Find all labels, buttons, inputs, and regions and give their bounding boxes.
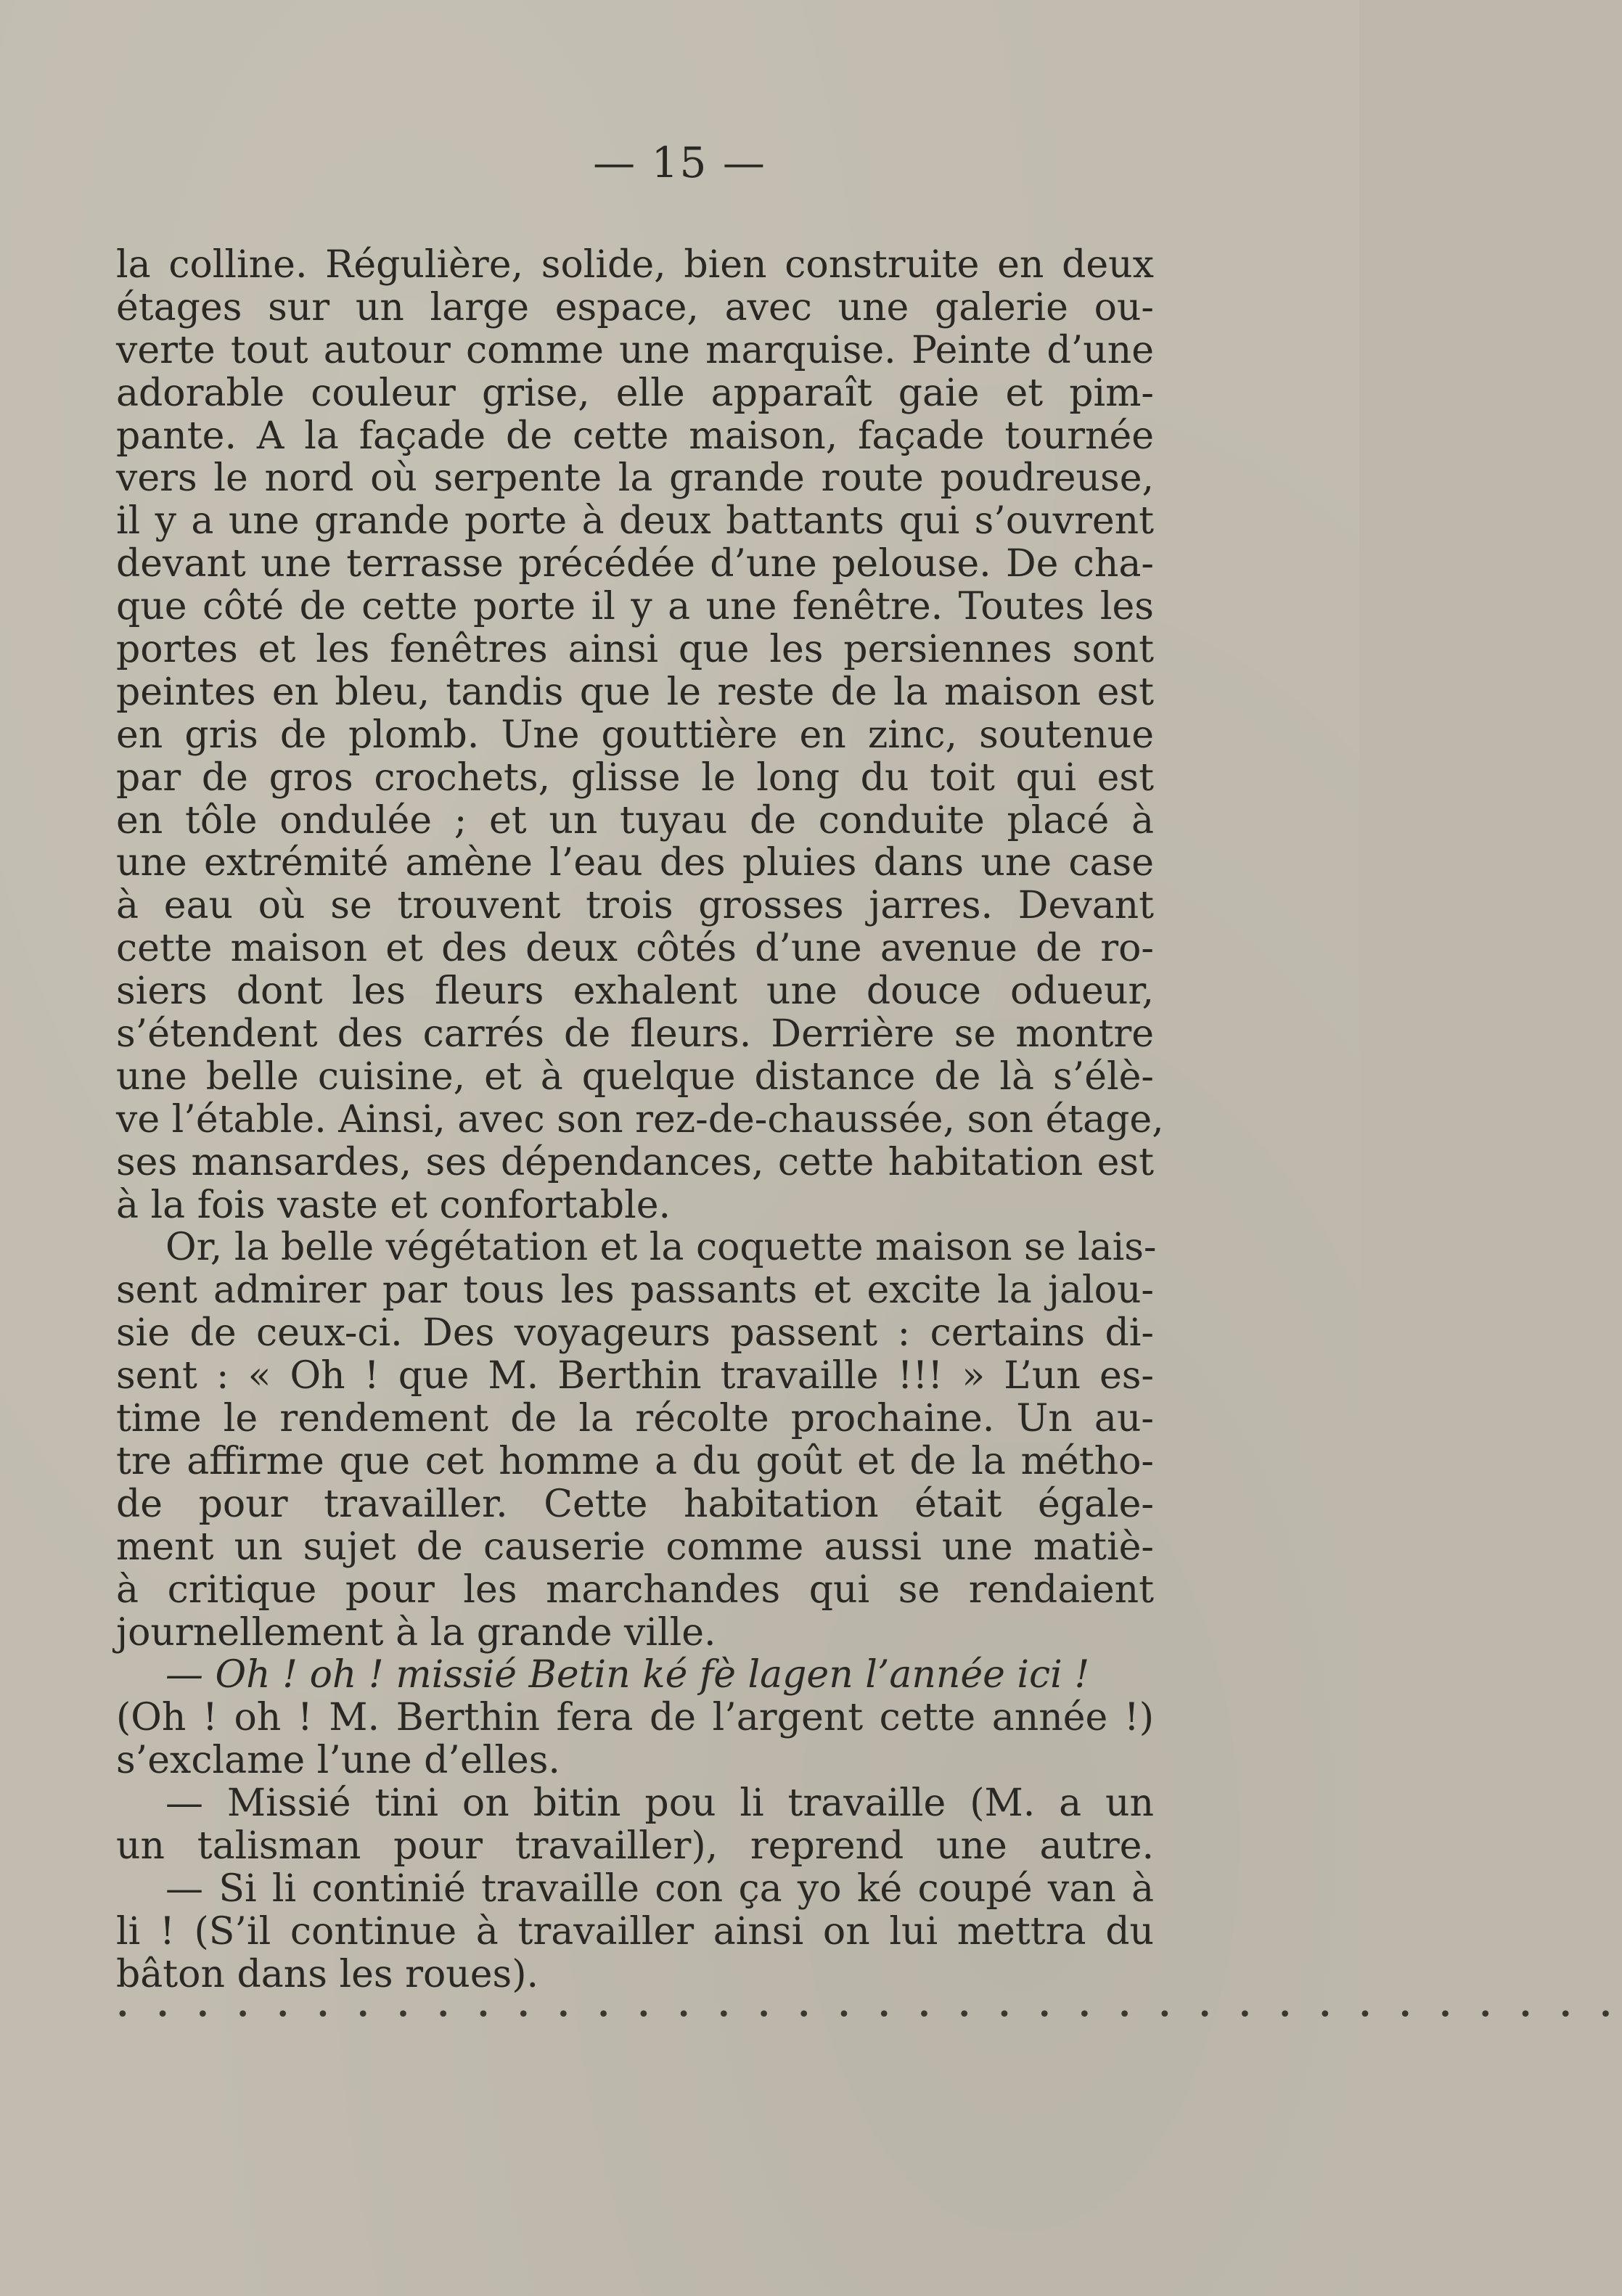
text-line: portes et les fenêtres ainsi que les persiennes sont bbox=[116, 628, 1154, 672]
text-line: tre affirme que cet homme a du goût et de la métho- bbox=[116, 1439, 1154, 1483]
text-line: de pour travailler. Cette habitation était égale- bbox=[116, 1482, 1154, 1526]
dialogue-creole-line: — Oh ! oh ! missié Betin ké fè lagen l’année ici ! bbox=[165, 1653, 1090, 1697]
text-line: la colline. Régulière, solide, bien construite en deux bbox=[116, 243, 1154, 287]
text-line: verte tout autour comme une marquise. Peinte d’une bbox=[116, 328, 1154, 372]
text-line: il y a une grande porte à deux battants qui s’ouvrent bbox=[116, 499, 1154, 544]
text-line: time le rendement de la récolte prochaine. Un au- bbox=[116, 1397, 1154, 1441]
text-line: devant une terrasse précédée d’une pelouse. De cha- bbox=[116, 542, 1154, 586]
text-line: à eau où se trouvent trois grosses jarres. Devant bbox=[116, 884, 1154, 928]
text-line: sent : « Oh ! que M. Berthin travaille !!! » L’un es- bbox=[116, 1354, 1154, 1398]
text-line: li ! (S’il continue à travailler ainsi on lui mettra du bbox=[116, 1909, 1154, 1953]
text-line: en tôle ondulée ; et un tuyau de conduite placé à bbox=[116, 798, 1154, 842]
text-line: siers dont les fleurs exhalent une douce odueur, bbox=[116, 969, 1154, 1014]
text-line: ment un sujet de causerie comme aussi une matiè- bbox=[116, 1525, 1154, 1569]
text-line: s’étendent des carrés de fleurs. Derrière se montre bbox=[116, 1012, 1154, 1057]
text-line: adorable couleur grise, elle apparaît gaie et pim- bbox=[116, 371, 1154, 415]
text-line: pante. A la façade de cette maison, façade tournée bbox=[116, 414, 1154, 458]
text-line: sie de ceux-ci. Des voyageurs passent : certains di- bbox=[116, 1311, 1154, 1356]
dotted-separator: • • • • • • • • • • • • • • • • • • • • • • • • • • • • • • • • • • • • • • bbox=[116, 2002, 1622, 2028]
text-line: un talisman pour travailler), reprend une autre. bbox=[116, 1824, 1154, 1868]
paragraph-start-line: Or, la belle végétation et la coquette maison se lais- bbox=[165, 1226, 1157, 1270]
body-text bbox=[116, 243, 1164, 1996]
text-line: en gris de plomb. Une gouttière en zinc, soutenue bbox=[116, 713, 1154, 757]
text-line: par de gros crochets, glisse le long du toit qui est bbox=[116, 755, 1154, 800]
dialogue-creole-line: — Si li continié travaille con ça yo ké coupé van à bbox=[165, 1866, 1154, 1911]
text-line: une belle cuisine, et à quelque distance de là s’élè- bbox=[116, 1054, 1154, 1099]
text-line: à critique pour les marchandes qui se rendaient bbox=[116, 1567, 1154, 1612]
paragraph-end-line: s’exclame l’une d’elles. bbox=[116, 1739, 560, 1783]
text-line: vers le nord où serpente la grande route poudreuse, bbox=[116, 456, 1154, 501]
text-line: sent admirer par tous les passants et excite la jalou- bbox=[116, 1268, 1154, 1313]
paragraph-end-line: à la fois vaste et confortable. bbox=[116, 1183, 671, 1227]
text-line: ses mansardes, ses dépendances, cette habitation est bbox=[116, 1140, 1154, 1184]
text-line: ve l’étable. Ainsi, avec son rez-de-chaussée, son étage, bbox=[116, 1097, 1164, 1141]
text-line: étages sur un large espace, avec une galerie ou- bbox=[116, 285, 1154, 329]
page-number: — 15 — bbox=[593, 138, 766, 187]
text-line: peintes en bleu, tandis que le reste de la maison est bbox=[116, 670, 1154, 714]
text-line: une extrémité amène l’eau des pluies dans une case bbox=[116, 841, 1154, 885]
text-line: cette maison et des deux côtés d’une avenue de ro- bbox=[116, 927, 1154, 971]
paragraph-end-line: journellement à la grande ville. bbox=[116, 1610, 716, 1655]
paragraph-end-line: bâton dans les roues). bbox=[116, 1952, 539, 1996]
text-line: que côté de cette porte il y a une fenêtre. Toutes les bbox=[116, 585, 1154, 629]
dialogue-creole-line: — Missié tini on bitin pou li travaille (M. a un bbox=[165, 1782, 1154, 1826]
text-line: (Oh ! oh ! M. Berthin fera de l’argent cette année !) bbox=[116, 1696, 1154, 1740]
